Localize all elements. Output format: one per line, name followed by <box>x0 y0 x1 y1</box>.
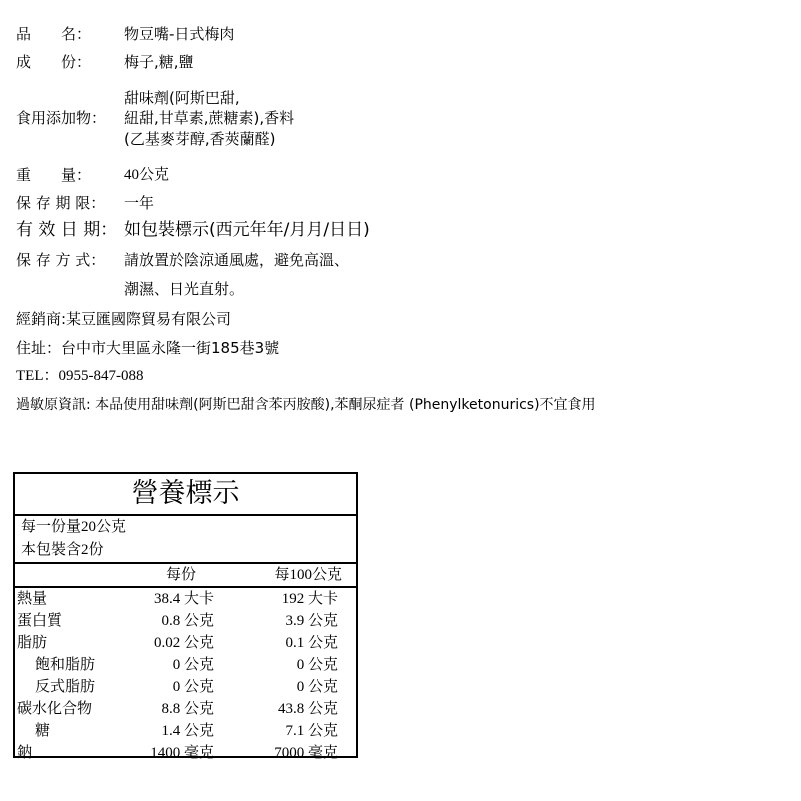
per-serving-value: 8.8 公克 <box>161 701 214 717</box>
column-per-serving: 每份 <box>165 567 196 583</box>
storage-label: 保 存 方 式： <box>16 251 106 269</box>
per-serving-value: 0.8 公克 <box>161 613 214 629</box>
expiry-label: 有 效 日 期： <box>16 220 118 240</box>
nutrient-name: 糖 <box>35 723 51 739</box>
per-serving-value: 1.4 公克 <box>161 723 214 739</box>
per-100g-value: 0 公克 <box>296 657 338 673</box>
shelf-life-label: 保 存 期 限： <box>16 194 106 212</box>
per-serving-value: 1400 毫克 <box>150 745 214 761</box>
nutrient-name: 碳水化合物 <box>17 701 93 717</box>
ingredients-label: 成 份： <box>16 53 92 71</box>
storage-line-1: 請放置於陰涼通風處，避免高溫、 <box>124 251 350 269</box>
nutrient-name: 脂肪 <box>17 635 48 651</box>
product-name-value: 物豆嘴-日式梅肉 <box>124 25 235 43</box>
per-100g-value: 7.1 公克 <box>285 723 338 739</box>
per-serving-value: 0 公克 <box>172 679 214 695</box>
shelf-life-value: 一年 <box>124 194 155 212</box>
nutrient-name: 蛋白質 <box>17 613 63 629</box>
per-serving-value: 0 公克 <box>172 657 214 673</box>
table-row <box>15 676 356 698</box>
nutrition-rows <box>15 588 356 764</box>
weight-label: 重 量： <box>16 166 92 184</box>
nutrition-table <box>13 472 358 761</box>
servings-per-package: 本包裝含2份 <box>21 542 104 558</box>
table-row <box>15 654 356 676</box>
nutrient-name: 飽和脂肪 <box>35 657 96 673</box>
additives-label: 食用添加物： <box>16 109 107 127</box>
allergen-line: 過敏原資訊: 本品使用甜味劑(阿斯巴甜含苯丙胺酸),苯酮尿症者 (Phenylketonurics)不宜食用 <box>16 397 596 413</box>
table-row <box>15 610 356 632</box>
per-100g-value: 3.9 公克 <box>285 613 338 629</box>
distributor-line: 經銷商:某豆匯國際貿易有限公司 <box>16 310 232 328</box>
tel-line: TEL：0955-847-088 <box>16 368 144 384</box>
table-row <box>15 632 356 654</box>
nutrient-name: 熱量 <box>17 591 48 607</box>
column-per-100g: 每100公克 <box>274 567 342 583</box>
weight-value: 40公克 <box>124 167 170 183</box>
nutrient-name: 反式脂肪 <box>35 679 96 695</box>
per-serving-value: 38.4 大卡 <box>153 591 214 607</box>
table-row <box>15 588 356 610</box>
per-100g-value: 0 公克 <box>296 679 338 695</box>
table-row <box>15 720 356 742</box>
address-line: 住址：台中市大里區永隆一街185巷3號 <box>16 339 280 357</box>
per-100g-value: 192 大卡 <box>281 591 338 607</box>
table-row <box>15 698 356 720</box>
additives-line-1: 甜味劑(阿斯巴甜, <box>124 89 240 107</box>
additives-line-2: 紐甜,甘草素,蔗糖素),香料 <box>124 109 295 127</box>
nutrition-title: 營養標示 <box>15 474 356 516</box>
ingredients-value: 梅子,糖,鹽 <box>124 53 194 71</box>
table-row <box>15 742 356 764</box>
per-100g-value: 7000 毫克 <box>274 745 338 761</box>
nutrition-column-header <box>15 564 356 588</box>
nutrient-name: 鈉 <box>17 745 33 761</box>
serving-size: 每一份量20公克 <box>21 519 127 535</box>
per-100g-value: 0.1 公克 <box>285 635 338 651</box>
storage-line-2: 潮濕、日光直射。 <box>124 280 245 298</box>
per-100g-value: 43.8 公克 <box>277 701 338 717</box>
product-name-label: 品 名： <box>16 25 92 43</box>
per-serving-value: 0.02 公克 <box>153 635 214 651</box>
expiry-value: 如包裝標示(西元年年/月月/日日) <box>124 220 370 240</box>
nutrition-serving-info <box>15 516 356 564</box>
additives-line-3: (乙基麥芽醇,香莢蘭醛) <box>124 130 276 148</box>
